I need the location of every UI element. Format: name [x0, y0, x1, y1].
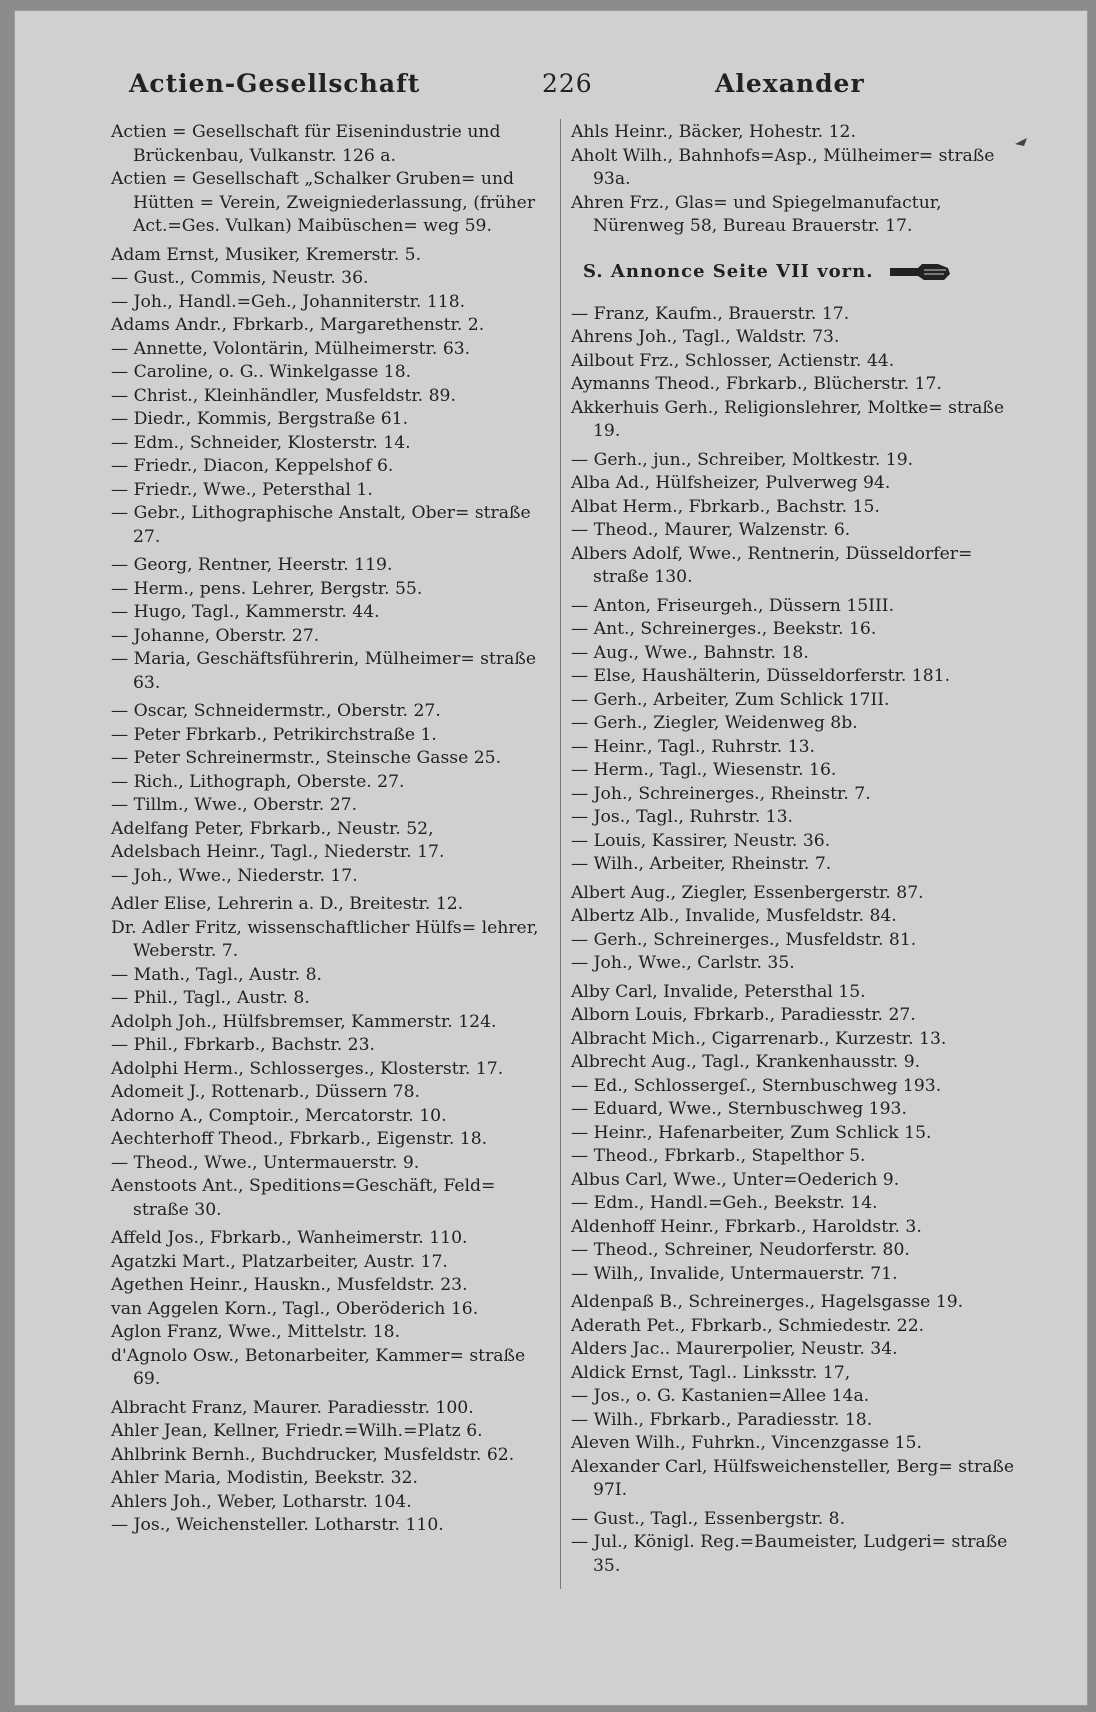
right-column-entries	[571, 303, 1015, 1579]
directory-entry: — Joh., Schreinerges., Rheinstr. 7.	[571, 783, 871, 804]
directory-entry: — Hugo, Tagl., Kammerstr. 44.	[111, 602, 380, 622]
directory-entry: Ailbout Frz., Schlosser, Actienstr. 44.	[571, 350, 895, 371]
directory-entry: — Maria, Geschäftsführerin, Mülheimer= straße 63.	[111, 649, 537, 693]
directory-entry: — Gerh., jun., Schreiber, Moltkestr. 19.	[571, 449, 914, 470]
directory-entry: Adam Ernst, Musiker, Kremerstr. 5.	[111, 244, 422, 265]
column-divider	[560, 119, 561, 1589]
directory-entry: — Gerh., Schreinerges., Musfeldstr. 81.	[571, 929, 917, 950]
directory-entry: d'Agnolo Osw., Betonarbeiter, Kammer= straße 69.	[111, 1345, 526, 1389]
directory-entry: Aleven Wilh., Fuhrkn., Vincenzgasse 15.	[571, 1433, 922, 1453]
directory-entry: — Gust., Tagl., Essenbergstr. 8.	[571, 1508, 846, 1529]
directory-entry: Ahlers Joh., Weber, Lotharstr. 104.	[111, 1491, 412, 1512]
annonce-text: S. Annonce Seite VII vorn.	[583, 260, 874, 282]
directory-entry: Alby Carl, Invalide, Petersthal 15.	[571, 981, 866, 1002]
running-head-left: Actien-Gesellschaft	[129, 69, 421, 98]
directory-entry: — Joh., Wwe., Carlstr. 35.	[571, 953, 795, 973]
directory-entry: — Gust., Commis, Neustr. 36.	[111, 268, 369, 288]
directory-entry: — Jos., o. G. Kastanien=Allee 14a.	[571, 1386, 870, 1406]
directory-entry: — Peter Fbrkarb., Petrikirchstraße 1.	[111, 724, 437, 745]
directory-entry: — Oscar, Schneidermstr., Oberstr. 27.	[111, 701, 441, 721]
directory-entry: Adelsbach Heinr., Tagl., Niederstr. 17.	[111, 842, 445, 862]
directory-entry: — Gerh., Ziegler, Weidenweg 8b.	[571, 713, 858, 733]
directory-entry: van Aggelen Korn., Tagl., Oberöderich 16.	[111, 1298, 479, 1319]
right-column-top	[571, 121, 1015, 239]
directory-entry: — Louis, Kassirer, Neustr. 36.	[571, 830, 831, 851]
page-number: 226	[542, 69, 593, 98]
directory-entry: Alders Jac.. Maurerpolier, Neustr. 34.	[571, 1339, 898, 1359]
directory-entry: Adomeit J., Rottenarb., Düssern 78.	[111, 1082, 420, 1102]
directory-entry: — Tillm., Wwe., Oberstr. 27.	[111, 795, 358, 815]
directory-entry: Alba Ad., Hülfsheizer, Pulverweg 94.	[571, 473, 891, 493]
directory-entry: Aldick Ernst, Tagl.. Linksstr. 17,	[571, 1362, 851, 1383]
directory-entry: — Herm., pens. Lehrer, Bergstr. 55.	[111, 578, 423, 599]
left-column	[111, 121, 541, 1538]
directory-entry: Albracht Mich., Cigarrenarb., Kurzestr. 13.	[571, 1028, 947, 1049]
directory-entry: Albat Herm., Fbrkarb., Bachstr. 15.	[571, 496, 880, 517]
directory-entry: — Ed., Schlossergeſ., Sternbuschweg 193.	[571, 1075, 942, 1096]
directory-entry: Aldenpaß B., Schreinerges., Hagelsgasse 19.	[571, 1292, 964, 1312]
directory-entry: — Anton, Friseurgeh., Düssern 15III.	[571, 595, 895, 616]
directory-entry: — Heinr., Tagl., Ruhrstr. 13.	[571, 736, 815, 757]
directory-entry: Agatzki Mart., Platzarbeiter, Austr. 17.	[111, 1251, 448, 1272]
directory-entry: — Phil., Tagl., Austr. 8.	[111, 988, 310, 1008]
directory-entry: — Wilh., Arbeiter, Rheinstr. 7.	[571, 854, 832, 874]
directory-entry: Ahler Maria, Modistin, Beekstr. 32.	[111, 1468, 418, 1488]
directory-entry: — Gebr., Lithographische Anstalt, Ober= straße 27.	[111, 503, 531, 547]
directory-entry: — Gerh., Arbeiter, Zum Schlick 17II.	[571, 689, 890, 710]
directory-entry: Adelfang Peter, Fbrkarb., Neustr. 52,	[111, 818, 434, 839]
directory-entry: Albracht Franz, Maurer. Paradiesstr. 100.	[111, 1397, 474, 1418]
directory-entry: Actien = Gesellschaft für Eisenindustrie und Brückenbau, Vulkanstr. 126 a.	[111, 122, 501, 166]
pointing-hand-icon	[888, 262, 952, 282]
directory-entry: — Theod., Maurer, Walzenstr. 6.	[571, 520, 851, 540]
directory-entry: Aglon Franz, Wwe., Mittelstr. 18.	[111, 1322, 401, 1342]
directory-entry: Albrecht Aug., Tagl., Krankenhausstr. 9.	[571, 1052, 921, 1072]
directory-entry: — Aug., Wwe., Bahnstr. 18.	[571, 642, 809, 663]
directory-entry: — Jul., Königl. Reg.=Baumeister, Ludgeri= straße 35.	[571, 1532, 1008, 1576]
directory-entry: Aenstoots Ant., Speditions=Geschäft, Feld= straße 30.	[111, 1176, 496, 1220]
directory-entry: Aholt Wilh., Bahnhofs=Asp., Mülheimer= straße 93a.	[571, 145, 995, 189]
directory-entry: — Theod., Fbrkarb., Stapelthor 5.	[571, 1146, 866, 1166]
right-column	[571, 121, 1015, 1578]
directory-entry: Adolphi Herm., Schlosserges., Klosterstr. 17.	[111, 1058, 504, 1079]
directory-entry: Aechterhoff Theod., Fbrkarb., Eigenstr. 18.	[111, 1129, 488, 1149]
directory-entry: — Friedr., Diacon, Keppelshof 6.	[111, 456, 394, 476]
annonce-notice	[583, 259, 1015, 285]
directory-entry: — Else, Haushälterin, Düsseldorferstr. 181.	[571, 666, 951, 686]
directory-entry: — Johanne, Oberstr. 27.	[111, 625, 320, 646]
directory-entry: — Georg, Rentner, Heerstr. 119.	[111, 555, 393, 575]
directory-entry: Alexander Carl, Hülfsweichensteller, Berg= straße 97I.	[571, 1456, 1015, 1500]
directory-entry: — Franz, Kaufm., Brauerstr. 17.	[571, 303, 850, 324]
directory-entry: Albers Adolf, Wwe., Rentnerin, Düsseldorfer= straße 130.	[571, 543, 973, 587]
directory-entry: Ahrens Joh., Tagl., Waldstr. 73.	[571, 327, 840, 347]
directory-entry: Actien = Gesellschaft „Schalker Gruben= und Hütten = Verein, Zweigniederlassung, (früher Act.=Ges. Vulkan) Maibüschen= weg 59.	[111, 169, 536, 236]
directory-entry: — Joh., Handl.=Geh., Johanniterstr. 118.	[111, 291, 466, 312]
directory-entry: — Christ., Kleinhändler, Musfeldstr. 89.	[111, 385, 456, 406]
directory-entry: Affeld Jos., Fbrkarb., Wanheimerstr. 110.	[111, 1228, 468, 1248]
directory-entry: — Friedr., Wwe., Petersthal 1.	[111, 479, 373, 500]
ink-mark-icon	[1015, 138, 1027, 146]
directory-entry: — Wilh,, Invalide, Untermauerstr. 71.	[571, 1263, 898, 1284]
directory-entry: — Wilh., Fbrkarb., Paradiesstr. 18.	[571, 1409, 873, 1430]
directory-entry: Aymanns Theod., Fbrkarb., Blücherstr. 17.	[571, 374, 942, 394]
directory-entry: — Joh., Wwe., Niederstr. 17.	[111, 865, 358, 886]
directory-entry: Dr. Adler Fritz, wissenschaftlicher Hülfs= lehrer, Weberstr. 7.	[111, 917, 539, 961]
directory-entry: Albus Carl, Wwe., Unter=Oederich 9.	[571, 1169, 900, 1190]
directory-entry: Agethen Heinr., Hauskn., Musfeldstr. 23.	[111, 1275, 468, 1295]
directory-entry: Adorno A., Comptoir., Mercatorstr. 10.	[111, 1105, 447, 1126]
directory-entry: Ahls Heinr., Bäcker, Hohestr. 12.	[571, 122, 856, 142]
directory-entry: Albert Aug., Ziegler, Essenbergerstr. 87.	[571, 882, 924, 903]
directory-entry: Adams Andr., Fbrkarb., Margarethenstr. 2.	[111, 315, 485, 335]
directory-entry: Akkerhuis Gerh., Religionslehrer, Moltke= straße 19.	[571, 397, 1004, 441]
directory-entry: — Edm., Schneider, Klosterstr. 14.	[111, 432, 411, 453]
directory-entry: Adolph Joh., Hülfsbremser, Kammerstr. 124.	[111, 1011, 497, 1032]
directory-entry: Ahlbrink Bernh., Buchdrucker, Musfeldstr. 62.	[111, 1444, 515, 1465]
directory-entry: — Rich., Lithograph, Oberste. 27.	[111, 771, 405, 792]
directory-entry: — Jos., Weichensteller. Lotharstr. 110.	[111, 1515, 444, 1535]
directory-entry: Albertz Alb., Invalide, Musfeldstr. 84.	[571, 906, 897, 926]
directory-entry: — Phil., Fbrkarb., Bachstr. 23.	[111, 1035, 375, 1055]
directory-entry: — Theod., Wwe., Untermauerstr. 9.	[111, 1152, 420, 1173]
directory-entry: — Ant., Schreinerges., Beekstr. 16.	[571, 619, 877, 639]
directory-entry: Alborn Louis, Fbrkarb., Paradiesstr. 27.	[571, 1005, 916, 1025]
directory-entry: — Math., Tagl., Austr. 8.	[111, 964, 322, 985]
directory-entry: — Peter Schreinermstr., Steinsche Gasse 25.	[111, 748, 502, 768]
directory-entry: Ahren Frz., Glas= und Spiegelmanufactur, Nürenweg 58, Bureau Brauerstr. 17.	[571, 192, 942, 236]
directory-entry: — Herm., Tagl., Wiesenstr. 16.	[571, 760, 837, 780]
directory-page	[14, 10, 1088, 1706]
directory-entry: — Heinr., Hafenarbeiter, Zum Schlick 15.	[571, 1122, 932, 1143]
directory-entry: — Annette, Volontärin, Mülheimerstr. 63.	[111, 338, 471, 359]
directory-entry: Adler Elise, Lehrerin a. D., Breitestr. 12.	[111, 894, 464, 914]
directory-entry: — Jos., Tagl., Ruhrstr. 13.	[571, 807, 793, 827]
directory-entry: — Edm., Handl.=Geh., Beekstr. 14.	[571, 1193, 878, 1213]
directory-entry: Aldenhoff Heinr., Fbrkarb., Haroldstr. 3.	[571, 1216, 922, 1237]
running-head-right: Alexander	[715, 69, 865, 98]
directory-entry: Aderath Pet., Fbrkarb., Schmiedestr. 22.	[571, 1315, 925, 1336]
directory-entry: — Theod., Schreiner, Neudorferstr. 80.	[571, 1240, 910, 1260]
directory-entry: Ahler Jean, Kellner, Friedr.=Wilh.=Platz 6.	[111, 1421, 483, 1441]
directory-entry: — Caroline, o. G.. Winkelgasse 18.	[111, 362, 412, 382]
directory-entry: — Eduard, Wwe., Sternbuschweg 193.	[571, 1099, 907, 1119]
directory-entry: — Diedr., Kommis, Bergstraße 61.	[111, 409, 409, 429]
